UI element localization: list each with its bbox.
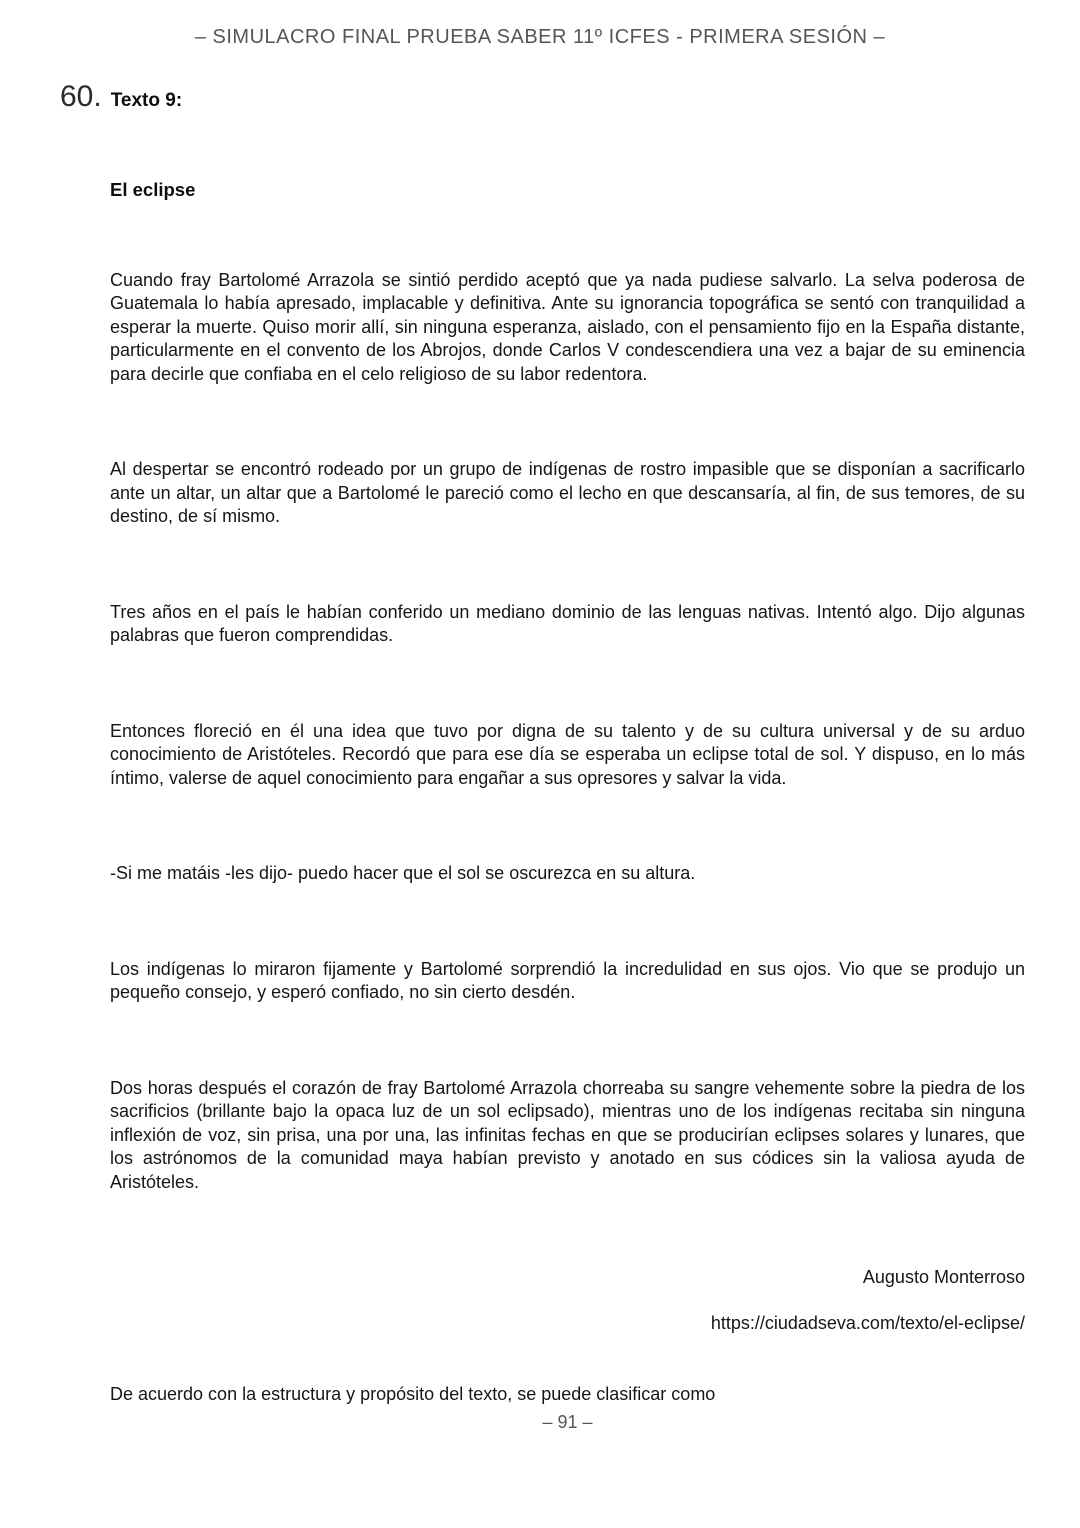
story-paragraph: Cuando fray Bartolomé Arrazola se sintió perdido aceptó que ya nada pudiese salvarlo. La selva poderosa de Guatemala lo había apresado, implacable y definitiva. Ante su ignorancia topográfica se sentó con tranquilidad a esperar la muerte. Quiso morir allí, sin ninguna esperanza, aislado, con el pensamiento fijo en la España distante, particularmente en el convento de los Abrojos, donde Carlos V condescendiera una vez a bajar de su eminencia para decirle que confiaba en el celo religioso de su labor redentora. (110, 269, 1025, 384)
story-source-url[interactable]: https://ciudadseva.com/texto/el-eclipse/ (710, 1312, 1025, 1333)
story-paragraph-dialogue: -Si me matáis -les dijo- puedo hacer que el sol se oscurezca en su altura. (110, 863, 696, 883)
story-paragraph: Entonces floreció en él una idea que tuvo por digna de su talento y de su cultura universal y de su arduo conocimiento de Aristóteles. Recordó que para ese día se esperaba un eclipse total de sol. Y dispuso, en lo más íntimo, valerse de aquel conocimiento para engañar a sus opresores y salvar la vida. (110, 720, 1025, 788)
story-content (110, 178, 1025, 1434)
page-number: – 91 – (542, 1411, 593, 1432)
story-author: Augusto Monterroso (862, 1267, 1025, 1287)
question-heading (60, 80, 1080, 114)
question-prompt: De acuerdo con la estructura y propósito del texto, se puede clasificar como (110, 1384, 716, 1404)
story-paragraph: Los indígenas lo miraron fijamente y Bartolomé sorprendió la incredulidad en sus ojos. Vio que se produjo un pequeño consejo, y esperó confiado, no sin cierto desdén. (110, 958, 1025, 1002)
story-paragraph: Tres años en el país le habían conferido un mediano dominio de las lenguas nativas. Intentó algo. Dijo algunas palabras que fueron comprendidas. (110, 601, 1025, 645)
question-number: 60. (60, 80, 102, 113)
question-label: Texto 9: (110, 90, 183, 111)
story-paragraph: Al despertar se encontró rodeado por un grupo de indígenas de rostro impasible que se disponían a sacrificarlo ante un altar, un altar que a Bartolomé le pareció como el lecho en que descansaría, al fin, de sus temores, de su destino, de sí mismo. (110, 459, 1025, 526)
document-header-title: – SIMULACRO FINAL PRUEBA SABER 11º ICFES - PRIMERA SESIÓN – (194, 26, 886, 48)
story-title: El eclipse (110, 179, 196, 200)
story-paragraph: Dos horas después el corazón de fray Bartolomé Arrazola chorreaba su sangre vehemente sobre la piedra de los sacrificios (brillante bajo la opaca luz de un sol eclipsado), mientras uno de los indígenas recitaba sin ninguna inflexión de voz, sin prisa, una por una, las infinitas fechas en que se producirían eclipses solares y lunares, que los astrónomos de la comunidad maya habían previsto y anotado en sus códices sin la valiosa ayuda de Aristóteles. (110, 1077, 1025, 1192)
